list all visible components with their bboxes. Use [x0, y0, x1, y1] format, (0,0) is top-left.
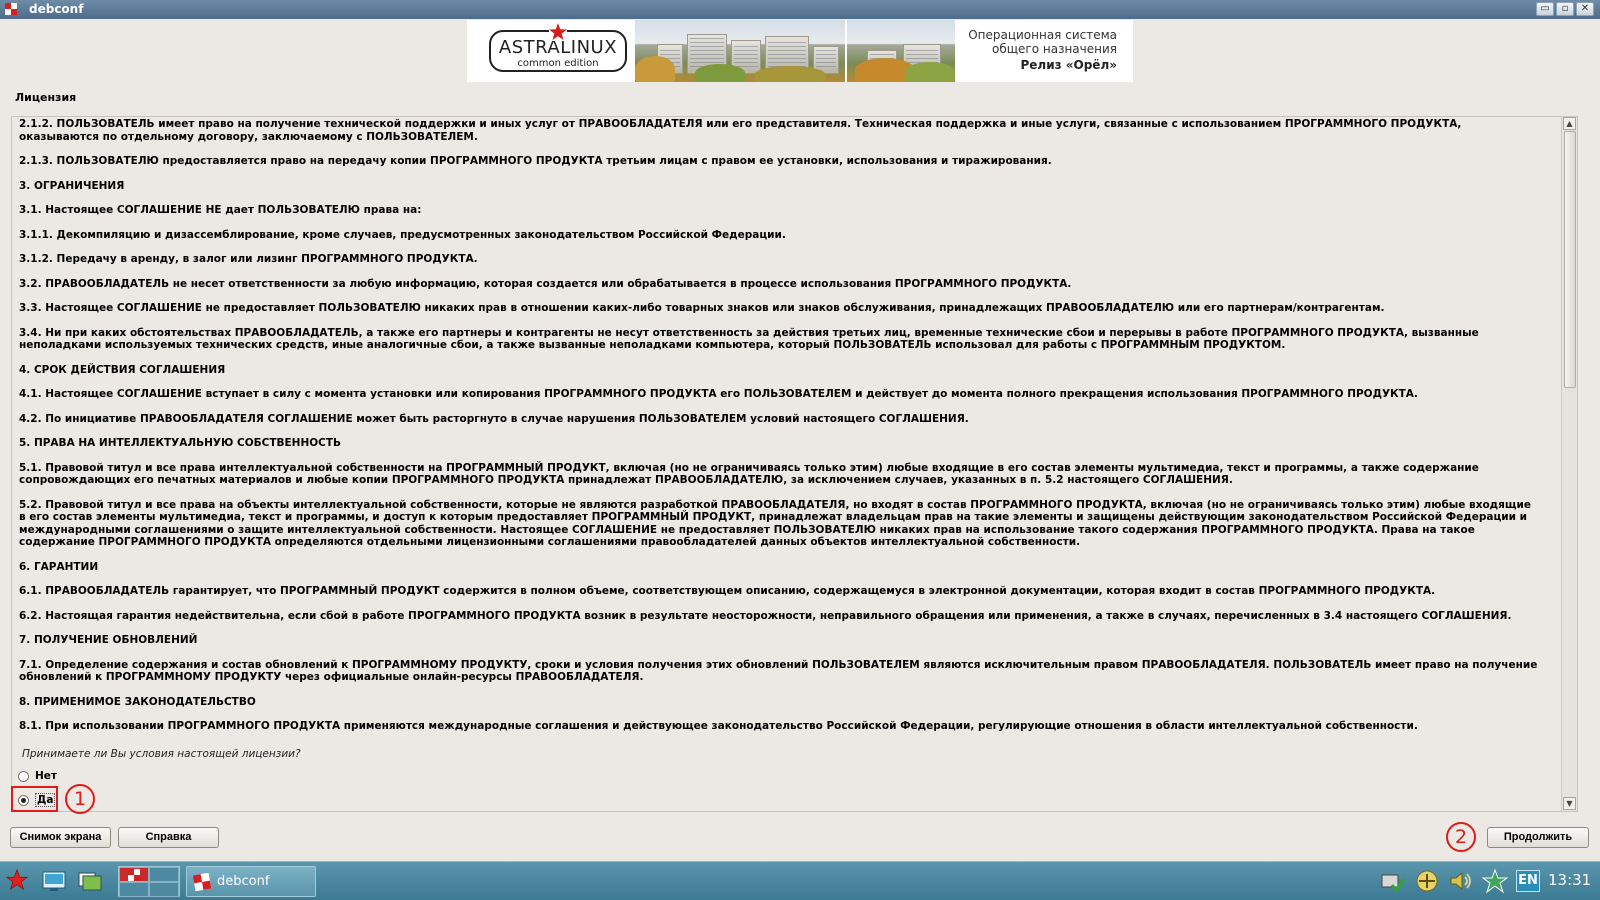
workspace-2[interactable] — [149, 867, 179, 882]
screenshot-button[interactable]: Снимок экрана — [10, 827, 111, 848]
debconf-app-icon — [4, 2, 18, 16]
license-paragraph: 3.1.2. Передачу в аренду, в залог или лизинг ПРОГРАММНОГО ПРОДУКТА. — [19, 253, 478, 265]
workspace-1[interactable] — [119, 867, 149, 882]
license-paragraph: 3.1.1. Декомпиляцию и дизассемблирование, кроме случаев, предусмотренных законодательством Российской Федерации. — [19, 228, 786, 241]
release-name: Релиз «Орёл» — [1020, 58, 1117, 72]
license-paragraph: 5.1. Правовой титул и все права интеллектуальной собственности на ПРОГРАММНЫЙ ПРОДУКТ, включая (но не ограничиваясь только этим) любые входящие в его состав элементы мультимедиа, текст и программы, а также содержание сопровождающих его печатных материалов и любые копии ПРОГРАММНОГО ПРОДУКТА принадлежат ПРАВООБЛАДАТЕЛЮ, за исключением случаев, указанных в п. 5.2 настоящего СОГЛАШЕНИЯ. — [19, 461, 1479, 486]
license-paragraph: 3. ОГРАНИЧЕНИЯ — [19, 179, 125, 192]
maximize-button[interactable]: ▫ — [1556, 2, 1574, 16]
close-button[interactable]: ✕ — [1576, 2, 1594, 16]
license-paragraph: 6.2. Настоящая гарантия недействительна, если сбой в работе ПРОГРАММНОГО ПРОДУКТА возник в результате неосторожности, неправильного обращения или применения, а также в случаях, перечисленных в 3.4 настоящего СОГЛАШЕНИЯ. — [19, 609, 1512, 622]
license-paragraph: 2.1.3. ПОЛЬЗОВАТЕЛЮ предоставляется право на передачу копии ПРОГРАММНОГО ПРОДУКТА третьим лицам с правом ее установки, использования и тиражирования. — [19, 155, 1052, 167]
update-manager-icon[interactable] — [1482, 869, 1508, 893]
license-paragraph: 2.1.2. ПОЛЬЗОВАТЕЛЬ имеет право на получение технической поддержки и иных услуг от ПРАВООБЛАДАТЕЛЯ или его представителя. Техническая поддержка и иные услуги, связанные с использованием ПРОГРАММНОГО ПРОДУКТА, оказываются по отдельному договору, заключаемому с ПОЛЬЗОВАТЕЛЕМ. — [19, 118, 1462, 143]
file-manager-icon[interactable] — [78, 870, 102, 892]
license-question: Принимаете ли Вы условия настоящей лицензии? — [22, 748, 301, 760]
radio-no[interactable] — [18, 771, 29, 782]
license-paragraph: 3.2. ПРАВООБЛАДАТЕЛЬ не несет ответственности за любую информацию, которая создается или обрабатывается в процессе использования ПРОГРАММНОГО ПРОДУКТА. — [19, 277, 1072, 290]
workspace-4[interactable] — [149, 882, 179, 897]
network-status-icon[interactable] — [1380, 869, 1406, 893]
license-paragraph: 3.1. Настоящее СОГЛАШЕНИЕ НЕ дает ПОЛЬЗОВАТЕЛЮ права на: — [19, 204, 422, 216]
keyboard-layout-indicator[interactable]: EN — [1516, 870, 1540, 892]
task-label: debconf — [217, 874, 270, 889]
minimize-button[interactable]: ▭ — [1536, 2, 1554, 16]
os-line-1: Операционная система — [968, 28, 1117, 42]
license-paragraph: 7. ПОЛУЧЕНИЕ ОБНОВЛЕНИЙ — [19, 634, 198, 646]
start-menu-star-icon[interactable] — [5, 869, 29, 891]
license-paragraph: 5.2. Правовой титул и все права на объекты интеллектуальной собственности, которые не являются разработкой ПРАВООБЛАДАТЕЛЯ, но входят в состав ПРОГРАММНОГО ПРОДУКТА, включая (но не ограничиваясь только этим) любые входящие в его состав элементы мультимедиа, текст и программы, и доступ к которым предоставляет ПРОГРАММНЫЙ ПРОДУКТ, принадлежат владельцам прав на такие элементы и защищены действующим законодательством Российской Федерации и международными соглашениями о защите интеллектуальной собственности. Настоящее СОГЛАШЕНИЕ не предоставляет ПОЛЬЗОВАТЕЛЮ никаких прав на использование такого содержания ПРОГРАММНОГО ПРОДУКТА. Права на такое содержание ПРОГРАММНОГО ПРОДУКТА определяются отдельными лицензионными соглашениями правообладателей данных объектов интеллектуальной собственности. — [19, 498, 1531, 548]
license-scrollbar[interactable] — [1561, 117, 1577, 811]
annotation-marker-2: 2 — [1446, 822, 1476, 852]
option-no-label: Нет — [35, 770, 57, 782]
astralinux-logo — [489, 30, 627, 72]
annotation-highlight-box — [11, 786, 58, 812]
scrollbar-thumb[interactable] — [1564, 131, 1576, 388]
license-paragraph: 5. ПРАВА НА ИНТЕЛЛЕКТУАЛЬНУЮ СОБСТВЕННОСТЬ — [19, 437, 342, 449]
desktop-icon[interactable] — [42, 870, 66, 892]
continue-button[interactable]: Продолжить — [1487, 827, 1589, 848]
license-paragraph: 4.1. Настоящее СОГЛАШЕНИЕ вступает в силу с момента установки или копирования ПРОГРАММНОГО ПРОДУКТА его ПОЛЬЗОВАТЕЛЕМ и действует до момента полного прекращения использования ПРОГРАММНОГО ПРОДУКТА. — [19, 388, 1418, 400]
logo-text: ASTRALINUX — [498, 37, 618, 58]
astralinux-banner — [467, 20, 1133, 82]
license-paragraph: 3.4. Ни при каких обстоятельствах ПРАВООБЛАДАТЕЛЬ, а также его партнеры и контрагенты не несут ответственность за действия третьих лиц, временные технические сбои и перерывы в работе ПРОГРАММНОГО ПРОДУКТА, вызванные неполадками используемых технических средств, иные аналогичные сбои, а также вызванные неполадками компьютера, который ПОЛЬЗОВАТЕЛЬ использовал для работы с ПРОГРАММНЫМ ПРОДУКТОМ. — [19, 326, 1479, 351]
license-paragraph: 4.2. По инициативе ПРАВООБЛАДАТЕЛЯ СОГЛАШЕНИЕ может быть расторгнуто в случае нарушения ПОЛЬЗОВАТЕЛЕМ условий настоящего СОГЛАШЕНИЯ. — [19, 412, 969, 425]
taskbar-clock[interactable]: 13:31 — [1548, 871, 1592, 889]
annotation-marker-1: 1 — [65, 784, 95, 814]
license-paragraph: 8.1. При использовании ПРОГРАММНОГО ПРОДУКТА применяются международные соглашения и действующее законодательство Российской Федерации, регулирующие отношения в области интеллектуальной собственности. — [19, 720, 1418, 732]
workspace-3[interactable] — [119, 882, 149, 897]
debconf-mini-icon — [128, 869, 140, 881]
window-controls — [1536, 2, 1594, 16]
usb-device-icon[interactable] — [1414, 869, 1440, 893]
option-no[interactable] — [18, 770, 57, 782]
license-paragraph: 7.1. Определение содержания и состав обновлений к ПРОГРАММНОМУ ПРОДУКТУ, сроки и условия получения этих обновлений ПОЛЬЗОВАТЕЛЕМ являются исключительным правом ПРАВООБЛАДАТЕЛЯ. ПОЛЬЗОВАТЕЛЬ имеет право на получение обновлений к ПРОГРАММНОМУ ПРОДУКТУ через официальные онлайн-ресурсы ПРАВООБЛАДАТЕЛЯ. — [19, 658, 1538, 683]
license-text — [19, 118, 1541, 737]
taskbar — [0, 861, 1600, 900]
volume-icon[interactable] — [1448, 869, 1474, 893]
license-paragraph: 4. СРОК ДЕЙСТВИЯ СОГЛАШЕНИЯ — [19, 363, 226, 376]
red-star-icon — [549, 23, 567, 41]
option-yes-label: Да — [37, 794, 54, 806]
help-button[interactable]: Справка — [118, 827, 219, 848]
window-title: debconf — [29, 2, 84, 16]
os-line-2: общего назначения — [991, 42, 1117, 56]
workspace-pager[interactable] — [118, 866, 180, 897]
scroll-down-arrow-icon[interactable]: ▼ — [1563, 797, 1576, 810]
logo-subtext: common edition — [517, 58, 599, 69]
license-paragraph: 6.1. ПРАВООБЛАДАТЕЛЬ гарантирует, что ПРОГРАММНЫЙ ПРОДУКТ содержится в полном объеме, соответствующем описанию, содержащемуся в электронной документации, которая входит в состав ПРОГРАММНОГО ПРОДУКТА. — [19, 585, 1436, 597]
license-paragraph: 8. ПРИМЕНИМОЕ ЗАКОНОДАТЕЛЬСТВО — [19, 695, 256, 708]
license-paragraph: 3.3. Настоящее СОГЛАШЕНИЕ не предоставляет ПОЛЬЗОВАТЕЛЮ никаких прав в отношении каких-либо товарных знаков или знаков обслуживания, принадлежащих ПРАВООБЛАДАТЕЛЮ или его партнерам/контрагентам. — [19, 302, 1385, 314]
window-titlebar[interactable] — [0, 0, 1600, 19]
scroll-up-arrow-icon[interactable]: ▲ — [1563, 117, 1576, 130]
license-text-pane[interactable] — [11, 116, 1578, 812]
city-photo — [635, 20, 955, 82]
section-label: Лицензия — [15, 91, 77, 104]
banner-os-text — [968, 28, 1117, 72]
taskbar-debconf-button[interactable] — [186, 866, 316, 897]
debconf-task-icon — [193, 873, 211, 891]
license-paragraph: 6. ГАРАНТИИ — [19, 560, 99, 573]
